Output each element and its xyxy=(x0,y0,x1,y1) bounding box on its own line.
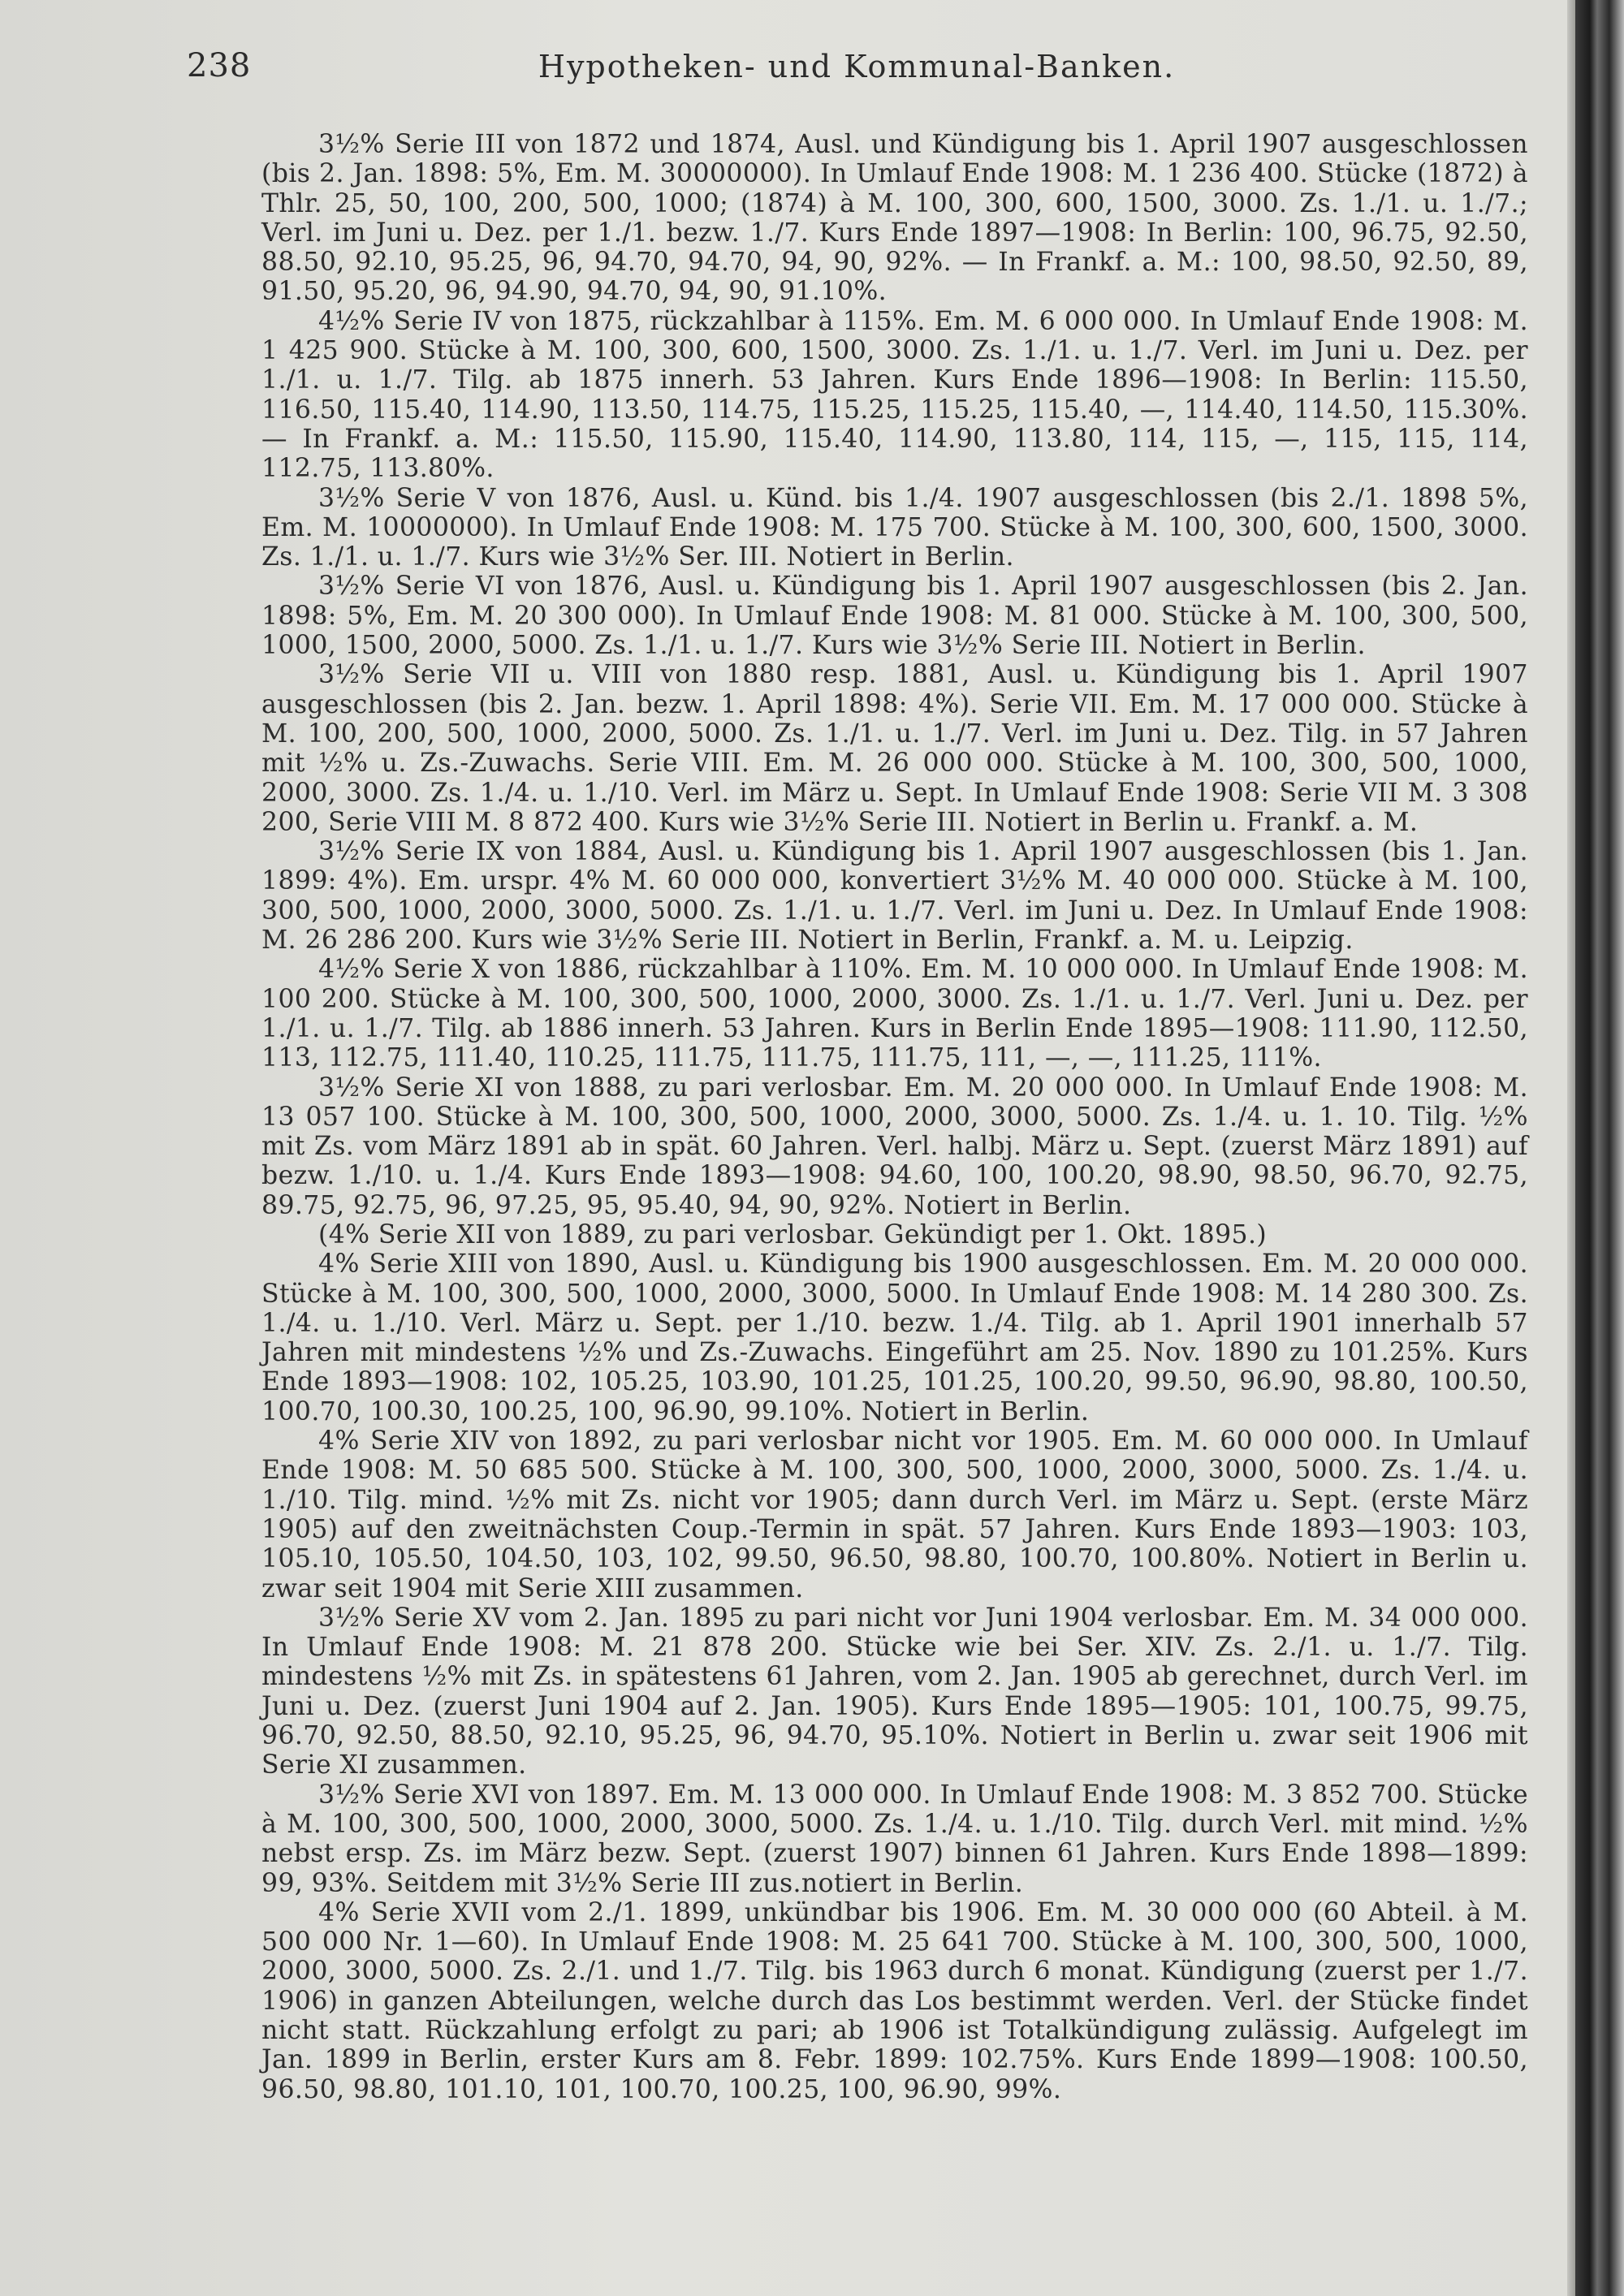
paragraph-serie-ix: 3½% Serie IX von 1884, Ausl. u. Kündigung bis 1. April 1907 ausgeschlossen (bis 1. Jan. 1899: 4%). Em. urspr. 4% M. 60 000 000, konvertiert 3½% M. 40 000 000. Stücke à M. 100, 300, 500, 1000, 2000, 3000, 5000. Zs. 1./1. u. 1./7. Verl. im Juni u. Dez. In Umlauf Ende 1908: M. 26 286 200. Kurs wie 3½% Serie III. Notiert in Berlin, Frankf. a. M. u. Leipzig. xyxy=(261,837,1528,956)
paragraph-serie-iii: 3½% Serie III von 1872 und 1874, Ausl. und Kündigung bis 1. April 1907 ausgeschlossen (bis 2. Jan. 1898: 5%, Em. M. 30000000). In Umlauf Ende 1908: M. 1 236 400. Stücke (1872) à Thlr. 25, 50, 100, 200, 500, 1000; (1874) à M. 100, 300, 600, 1500, 3000. Zs. 1./1. u. 1./7.; Verl. im Juni u. Dez. per 1./1. bezw. 1./7. Kurs Ende 1897—1908: In Berlin: 100, 96.75, 92.50, 88.50, 92.10, 95.25, 96, 94.70, 94.70, 94, 90, 92%. — In Frankf. a. M.: 100, 98.50, 92.50, 89, 91.50, 95.20, 96, 94.90, 94.70, 94, 90, 91.10%. xyxy=(261,130,1528,307)
paragraph-serie-x: 4½% Serie X von 1886, rückzahlbar à 110%. Em. M. 10 000 000. In Umlauf Ende 1908: M. 100 200. Stücke à M. 100, 300, 500, 1000, 2000, 3000. Zs. 1./1. u. 1./7. Verl. Juni u. Dez. per 1./1. u. 1./7. Tilg. ab 1886 innerh. 53 Jahren. Kurs in Berlin Ende 1895—1908: 111.90, 112.50, 113, 112.75, 111.40, 110.25, 111.75, 111.75, 111.75, 111, —, —, 111.25, 111%. xyxy=(261,955,1528,1073)
page-header xyxy=(187,47,1527,104)
paragraph-serie-vi: 3½% Serie VI von 1876, Ausl. u. Kündigung bis 1. April 1907 ausgeschlossen (bis 2. Jan. 1898: 5%, Em. M. 20 300 000). In Umlauf Ende 1908: M. 81 000. Stücke à M. 100, 300, 500, 1000, 1500, 2000, 5000. Zs. 1./1. u. 1./7. Kurs wie 3½% Serie III. Notiert in Berlin. xyxy=(261,572,1528,661)
paragraph-serie-xiv: 4% Serie XIV von 1892, zu pari verlosbar nicht vor 1905. Em. M. 60 000 000. In Umlauf Ende 1908: M. 50 685 500. Stücke à M. 100, 300, 500, 1000, 2000, 3000, 5000. Zs. 1./4. u. 1./10. Tilg. mind. ½% mit Zs. nicht vor 1905; dann durch Verl. im März u. Sept. (erste März 1905) auf den zweitnächsten Coup.-Termin in spät. 57 Jahren. Kurs Ende 1893—1903: 103, 105.10, 105.50, 104.50, 103, 102, 99.50, 96.50, 98.80, 100.70, 100.80%. Notiert in Berlin u. zwar seit 1904 mit Serie XIII zusammen. xyxy=(261,1426,1528,1603)
running-head: Hypotheken- und Kommunal-Banken. xyxy=(538,49,1176,84)
paragraph-serie-xi: 3½% Serie XI von 1888, zu pari verlosbar. Em. M. 20 000 000. In Umlauf Ende 1908: M. 13 057 100. Stücke à M. 100, 300, 500, 1000, 2000, 3000, 5000. Zs. 1./4. u. 1. 10. Tilg. ½% mit Zs. vom März 1891 ab in spät. 60 Jahren. Verl. halbj. März u. Sept. (zuerst März 1891) auf bezw. 1./10. u. 1./4. Kurs Ende 1893—1908: 94.60, 100, 100.20, 98.90, 98.50, 96.70, 92.75, 89.75, 92.75, 96, 97.25, 95, 95.40, 94, 90, 92%. Notiert in Berlin. xyxy=(261,1072,1528,1220)
page-number: 238 xyxy=(187,47,252,84)
paragraph-serie-v: 3½% Serie V von 1876, Ausl. u. Künd. bis 1./4. 1907 ausgeschlossen (bis 2./1. 1898 5%, Em. M. 10000000). In Umlauf Ende 1908: M. 175 700. Stücke à M. 100, 300, 600, 1500, 3000. Zs. 1./1. u. 1./7. Kurs wie 3½% Ser. III. Notiert in Berlin. xyxy=(261,483,1528,572)
book-binding xyxy=(1575,0,1624,2296)
paragraph-serie-vii-viii: 3½% Serie VII u. VIII von 1880 resp. 1881, Ausl. u. Kündigung bis 1. April 1907 ausgeschlossen (bis 2. Jan. bezw. 1. April 1898: 4%). Serie VII. Em. M. 17 000 000. Stücke à M. 100, 200, 500, 1000, 2000, 5000. Zs. 1./1. u. 1./7. Verl. im Juni u. Dez. Tilg. in 57 Jahren mit ½% u. Zs.-Zuwachs. Serie VIII. Em. M. 26 000 000. Stücke à M. 100, 300, 500, 1000, 2000, 3000. Zs. 1./4. u. 1./10. Verl. im März u. Sept. In Umlauf Ende 1908: Serie VII M. 3 308 200, Serie VIII M. 8 872 400. Kurs wie 3½% Serie III. Notiert in Berlin u. Frankf. a. M. xyxy=(261,660,1528,837)
paragraph-serie-xv: 3½% Serie XV vom 2. Jan. 1895 zu pari nicht vor Juni 1904 verlosbar. Em. M. 34 000 000. In Umlauf Ende 1908: M. 21 878 200. Stücke wie bei Ser. XIV. Zs. 2./1. u. 1./7. Tilg. mindestens ½% mit Zs. in spätestens 61 Jahren, vom 2. Jan. 1905 ab gerechnet, durch Verl. im Juni u. Dez. (zuerst Juni 1904 auf 2. Jan. 1905). Kurs Ende 1895—1905: 101, 100.75, 99.75, 96.70, 92.50, 88.50, 92.10, 95.25, 96, 94.70, 95.10%. Notiert in Berlin u. zwar seit 1906 mit Serie XI zusammen. xyxy=(261,1603,1528,1780)
paragraph-serie-xii: (4% Serie XII von 1889, zu pari verlosbar. Gekündigt per 1. Okt. 1895.) xyxy=(318,1219,1268,1249)
paragraph-serie-iv: 4½% Serie IV von 1875, rückzahlbar à 115%. Em. M. 6 000 000. In Umlauf Ende 1908: M. 1 425 900. Stücke à M. 100, 300, 600, 1500, 3000. Zs. 1./1. u. 1./7. Verl. im Juni u. Dez. per 1./1. u. 1./7. Tilg. ab 1875 innerh. 53 Jahren. Kurs Ende 1896—1908: In Berlin: 115.50, 116.50, 115.40, 114.90, 113.50, 114.75, 115.25, 115.25, 115.40, —, 114.40, 114.50, 115.30%. — In Frankf. a. M.: 115.50, 115.90, 115.40, 114.90, 113.80, 114, 115, —, 115, 115, 114, 112.75, 113.80%. xyxy=(261,306,1528,484)
paragraph-serie-xvi: 3½% Serie XVI von 1897. Em. M. 13 000 000. In Umlauf Ende 1908: M. 3 852 700. Stücke à M. 100, 300, 500, 1000, 2000, 3000, 5000. Zs. 1./4. u. 1./10. Tilg. durch Verl. mit mind. ½% nebst ersp. Zs. im März bezw. Sept. (zuerst 1907) binnen 61 Jahren. Kurs Ende 1898—1899: 99, 93%. Seitdem mit 3½% Serie III zus.notiert in Berlin. xyxy=(261,1780,1528,1898)
paragraph-serie-xiii: 4% Serie XIII von 1890, Ausl. u. Kündigung bis 1900 ausgeschlossen. Em. M. 20 000 000. Stücke à M. 100, 300, 500, 1000, 2000, 3000, 5000. In Umlauf Ende 1908: M. 14 280 300. Zs. 1./4. u. 1./10. Verl. März u. Sept. per 1./10. bezw. 1./4. Tilg. ab 1. April 1901 innerhalb 57 Jahren mit mindestens ½% und Zs.-Zuwachs. Eingeführt am 25. Nov. 1890 zu 101.25%. Kurs Ende 1893—1908: 102, 105.25, 103.90, 101.25, 101.25, 100.20, 99.50, 96.90, 98.80, 100.50, 100.70, 100.30, 100.25, 100, 96.90, 99.10%. Notiert in Berlin. xyxy=(261,1249,1528,1426)
bond-series-text xyxy=(261,130,1528,2104)
paragraph-serie-xvii: 4% Serie XVII vom 2./1. 1899, unkündbar bis 1906. Em. M. 30 000 000 (60 Abteil. à M. 500 000 Nr. 1—60). In Umlauf Ende 1908: M. 25 641 700. Stücke à M. 100, 300, 500, 1000, 2000, 3000, 5000. Zs. 2./1. und 1./7. Tilg. bis 1963 durch 6 monat. Kündigung (zuerst per 1./7. 1906) in ganzen Abteilungen, welche durch das Los bestimmt werden. Verl. der Stücke findet nicht statt. Rückzahlung erfolgt zu pari; ab 1906 ist Totalkündigung zulässig. Aufgelegt im Jan. 1899 in Berlin, erster Kurs am 8. Febr. 1899: 102.75%. Kurs Ende 1899—1908: 100.50, 96.50, 98.80, 101.10, 101, 100.70, 100.25, 100, 96.90, 99%. xyxy=(261,1897,1528,2104)
